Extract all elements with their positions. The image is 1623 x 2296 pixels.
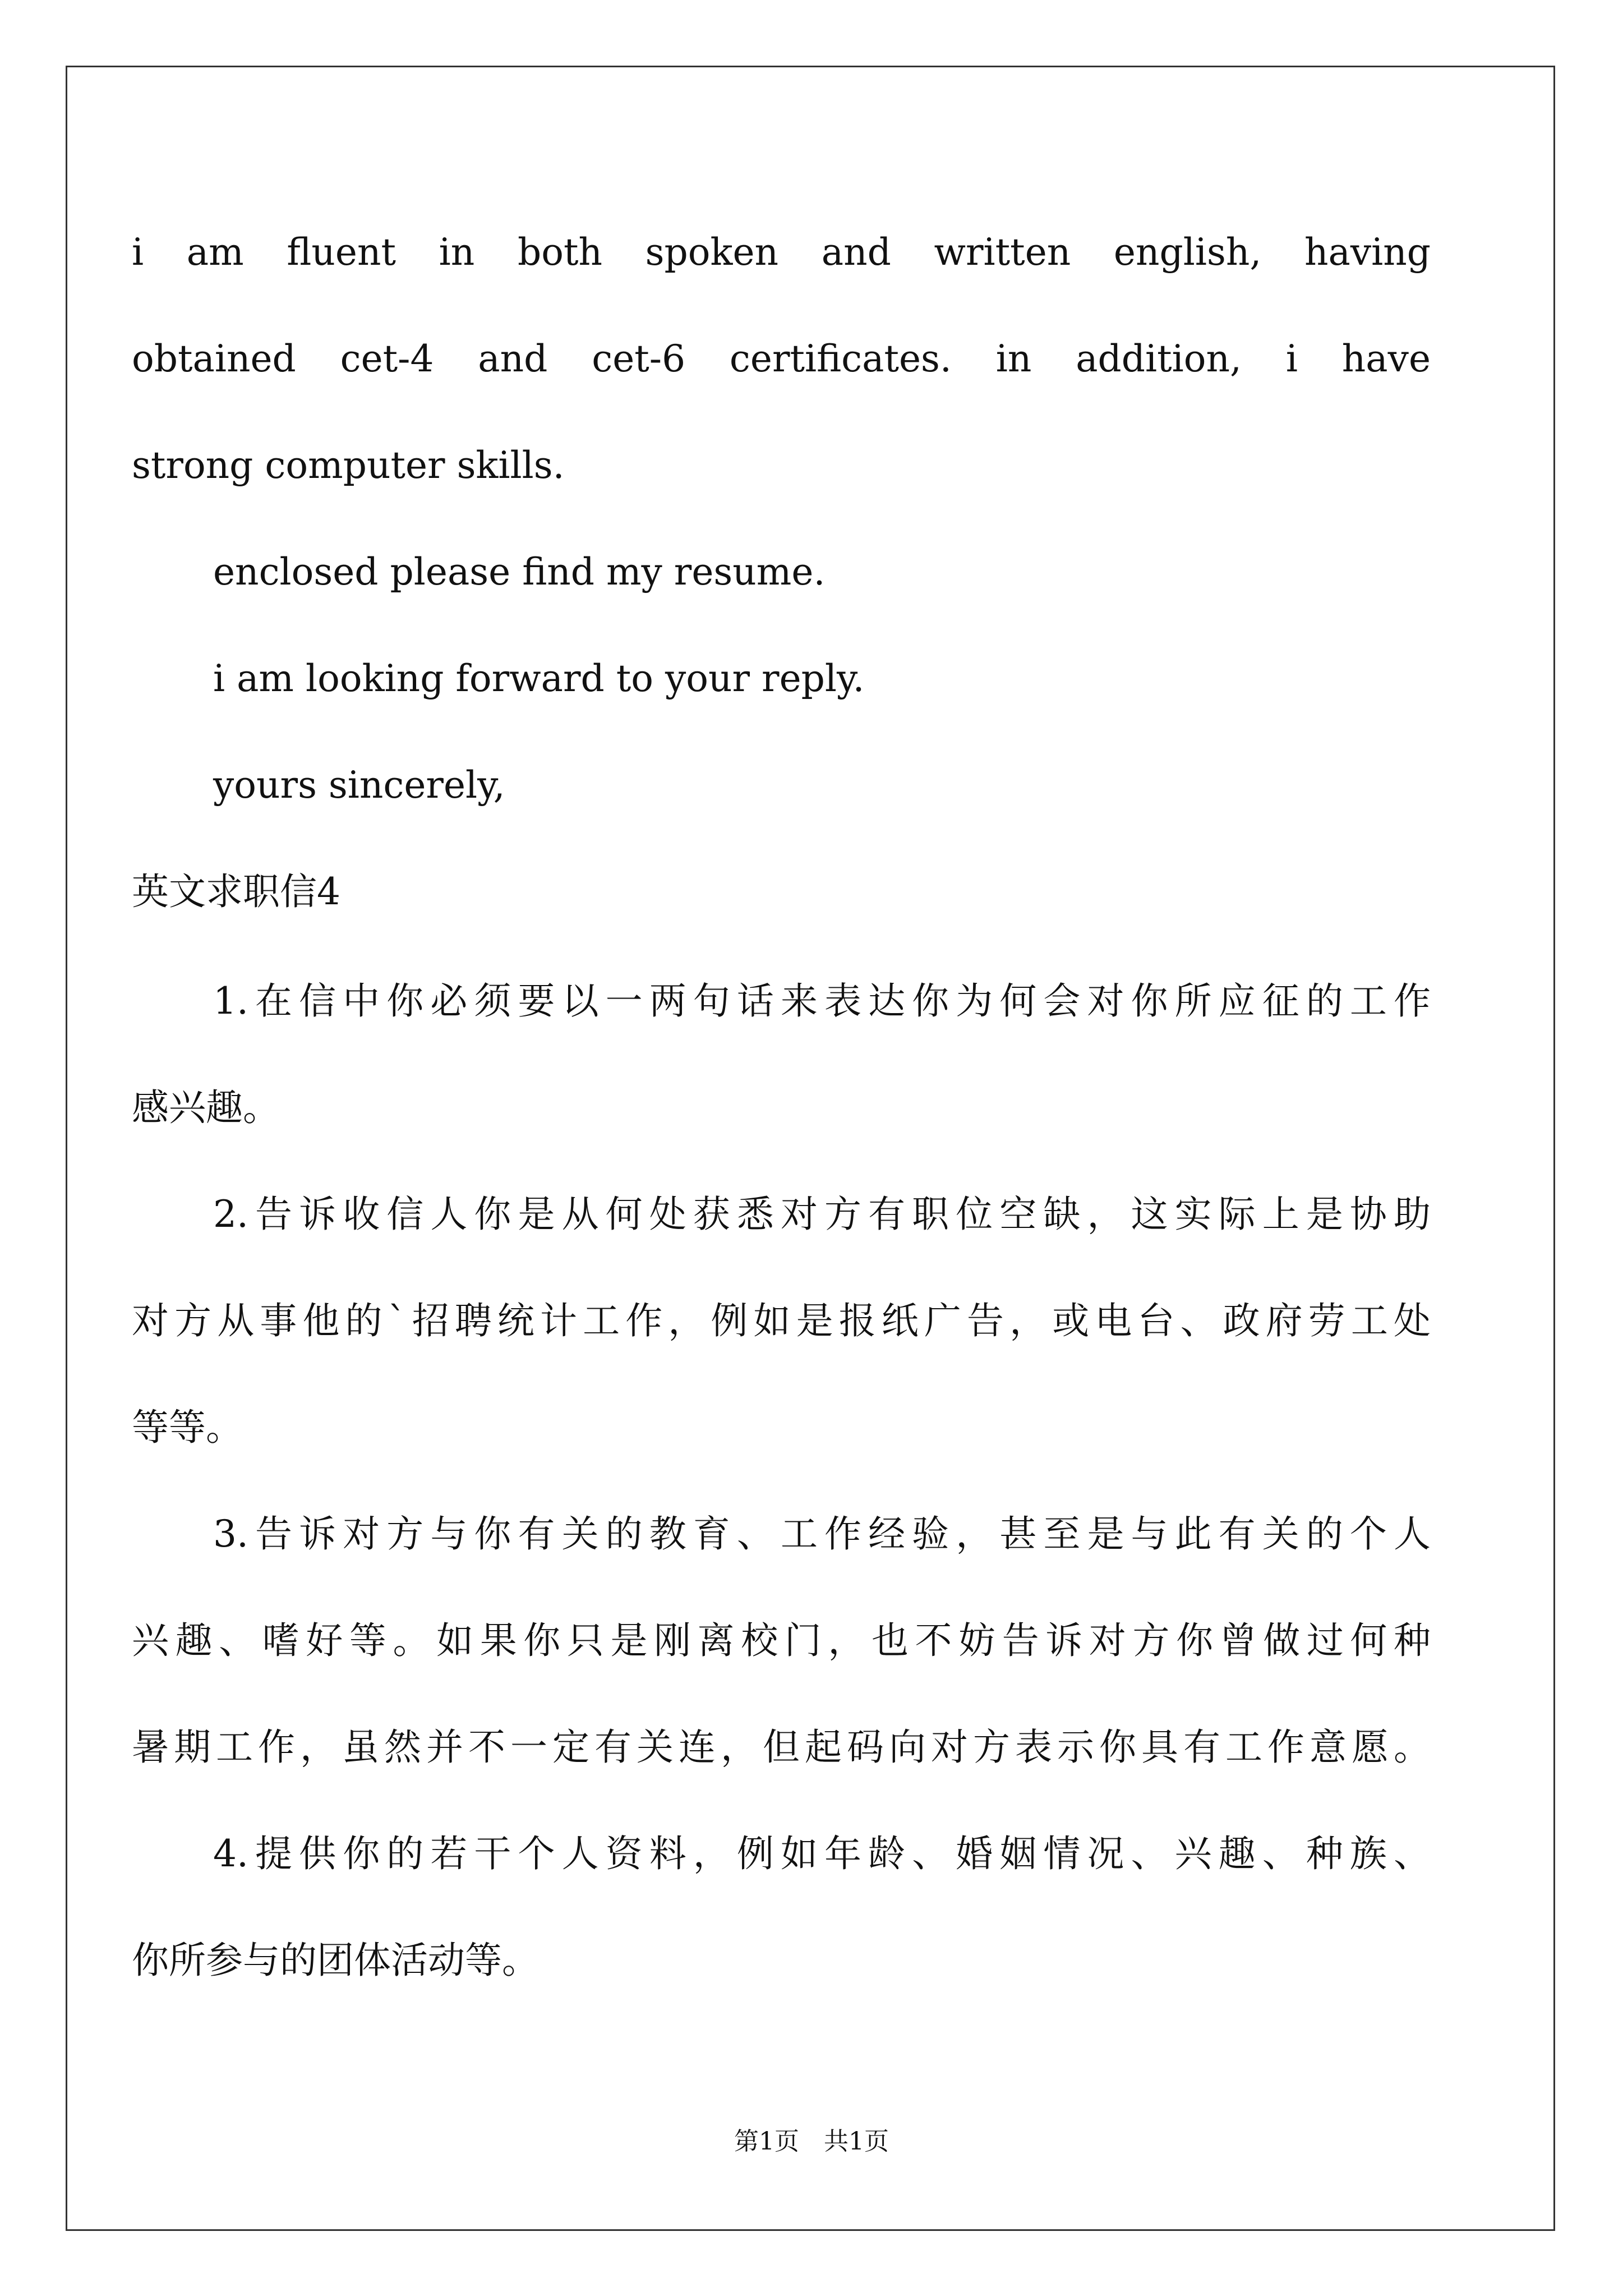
text-line: enclosed please find my resume. xyxy=(213,550,826,593)
text-line: obtained cet-4 and cet-6 certificates. in addition, i have xyxy=(132,337,1431,380)
page-number-footer: 第1页 共1页 xyxy=(734,2127,889,2156)
text-line: 感兴趣。 xyxy=(132,1086,280,1129)
text-line: 4.提供你的若干个人资料，例如年龄、婚姻情况、兴趣、种族、 xyxy=(213,1832,1431,1875)
text-line: yours sincerely, xyxy=(213,763,505,807)
text-line: 暑期工作，虽然并不一定有关连，但起码向对方表示你具有工作意愿。 xyxy=(132,1726,1431,1769)
text-line: 1.在信中你必须要以一两句话来表达你为何会对你所应征的工作 xyxy=(213,979,1431,1023)
text-line: 3.告诉对方与你有关的教育、工作经验，甚至是与此有关的个人 xyxy=(213,1512,1431,1556)
text-line: i am fluent in both spoken and written english, having xyxy=(132,231,1431,274)
text-line: 兴趣、嗜好等。如果你只是刚离校门，也不妨告诉对方你曾做过何种 xyxy=(132,1619,1431,1662)
text-line: strong computer skills. xyxy=(132,444,565,487)
text-line: i am looking forward to your reply. xyxy=(213,657,865,700)
text-line: 对方从事他的`招聘统计工作，例如是报纸广告，或电台、政府劳工处 xyxy=(132,1299,1431,1342)
text-line: 你所参与的团体活动等。 xyxy=(132,1939,539,1982)
text-line: 等等。 xyxy=(132,1406,243,1449)
section-heading: 英文求职信4 xyxy=(132,870,340,913)
page-border xyxy=(66,66,1555,2231)
text-line: 2.告诉收信人你是从何处获悉对方有职位空缺，这实际上是协助 xyxy=(213,1193,1431,1236)
